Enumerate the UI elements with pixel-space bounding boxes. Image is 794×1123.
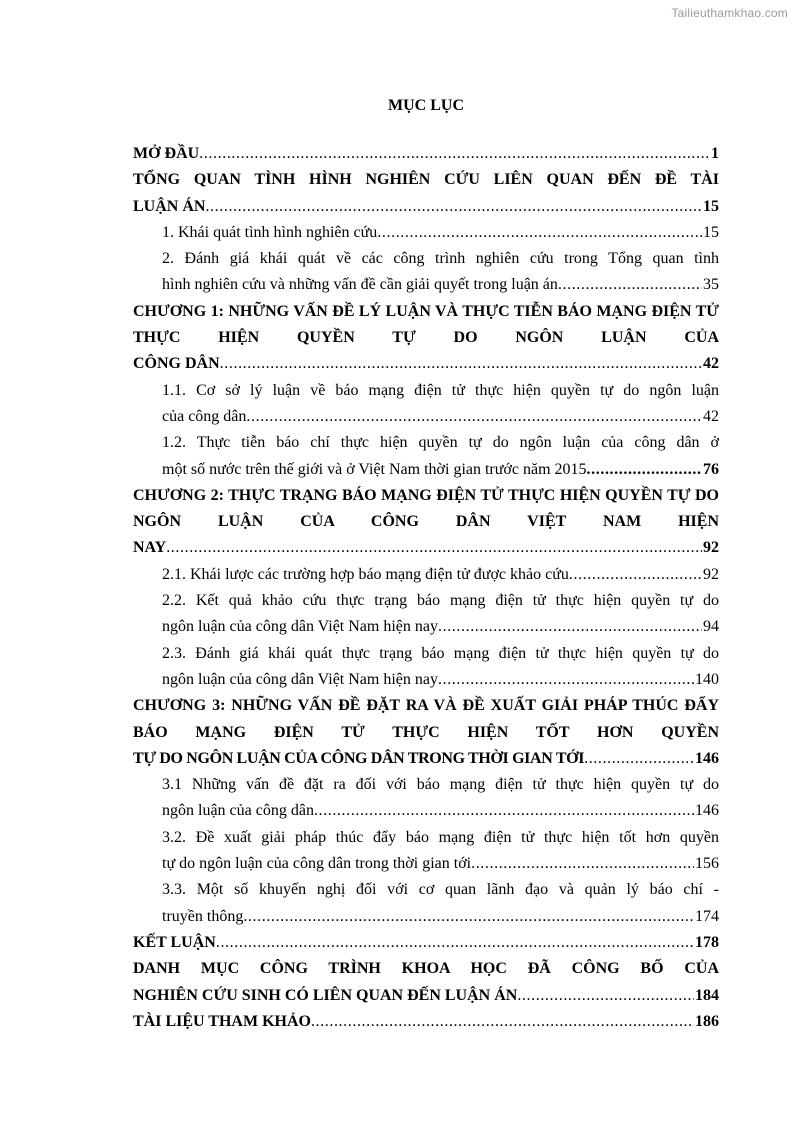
toc-entry-page-number: 184 bbox=[695, 986, 719, 1004]
toc-entry-title: LUẬN ÁN bbox=[133, 197, 206, 215]
dot-leader bbox=[587, 457, 702, 483]
toc-entry-leader-line bbox=[133, 141, 719, 167]
toc-entry-title-lead: TỔNG QUAN TÌNH HÌNH NGHIÊN CỨU LIÊN QUAN ĐẾN ĐỀ TÀI bbox=[133, 171, 719, 189]
toc-entry-leader-line bbox=[162, 798, 719, 824]
toc-entry[interactable] bbox=[133, 299, 719, 378]
toc-entry-title-lead: CHƯƠNG 2: THỰC TRẠNG BÁO MẠNG ĐIỆN TỬ THỰC HIỆN QUYỀN TỰ DO NGÔN LUẬN CỦA CÔNG DÂN VIỆT NAM HIỆN bbox=[133, 486, 719, 531]
toc-entry-title: ngôn luận của công dân bbox=[162, 802, 314, 820]
toc-entry-title-lead: 3.2. Đề xuất giải pháp thúc đẩy báo mạng điện tử thực hiện tốt hơn quyền bbox=[162, 828, 719, 846]
toc-entry-page-number: 94 bbox=[703, 618, 719, 636]
toc-entry-title: KẾT LUẬN bbox=[133, 933, 216, 951]
toc-entry-page-number: 35 bbox=[703, 276, 719, 294]
toc-entry-leader-line bbox=[162, 904, 719, 930]
toc-entry-title: TỰ DO NGÔN LUẬN CỦA CÔNG DÂN TRONG THỜI GIAN TỚI bbox=[133, 749, 585, 767]
toc-entry[interactable] bbox=[133, 588, 719, 641]
toc-entry-title-lead: 2.2. Kết quả khảo cứu thực trạng báo mạng điện tử thực hiện quyền tự do bbox=[162, 592, 719, 610]
dot-leader bbox=[517, 983, 694, 1009]
toc-entry-title-lead: 2. Đánh giá khái quát về các công trình nghiên cứu trong Tổng quan tình bbox=[162, 250, 719, 268]
toc-entry-leader-line bbox=[133, 351, 719, 377]
toc-entry-page-number: 92 bbox=[703, 565, 719, 583]
toc-entry-page-number: 156 bbox=[695, 855, 719, 873]
toc-entry-title-lead: CHƯƠNG 1: NHỮNG VẤN ĐỀ LÝ LUẬN VÀ THỰC TIỄN BÁO MẠNG ĐIỆN TỬ THỰC HIỆN QUYỀN TỰ DO NGÔN LUẬN CỦA bbox=[133, 302, 719, 347]
dot-leader bbox=[216, 930, 694, 956]
toc-entry[interactable] bbox=[133, 246, 719, 299]
toc-entry-title: 2.1. Khái lược các trường hợp báo mạng điện tử được khảo cứu bbox=[162, 565, 569, 583]
toc-entry-title: MỞ ĐẦU bbox=[133, 145, 200, 162]
dot-leader bbox=[220, 351, 702, 377]
dot-leader bbox=[166, 535, 702, 561]
watermark-text: Tailieuthamkhao.com bbox=[671, 6, 788, 20]
toc-entry-title-lead: 1.1. Cơ sở lý luận về báo mạng điện tử thực hiện quyền tự do ngôn luận bbox=[162, 381, 719, 399]
toc-entry-page-number: 174 bbox=[695, 907, 719, 925]
dot-leader bbox=[205, 194, 702, 220]
dot-leader bbox=[471, 851, 694, 877]
toc-entry-title-lead: 3.1 Những vấn đề đặt ra đối với báo mạng điện tử thực hiện quyền tự do bbox=[162, 776, 719, 794]
toc-entry-page-number: 15 bbox=[703, 197, 719, 215]
toc-entry-title-lead: 3.3. Một số khuyến nghị đối với cơ quan lãnh đạo và quản lý báo chí - bbox=[162, 881, 719, 899]
toc-entry-title: tự do ngôn luận của công dân trong thời gian tới bbox=[162, 855, 472, 873]
toc-entry[interactable] bbox=[133, 772, 719, 825]
toc-entry-page-number: 42 bbox=[703, 355, 719, 373]
toc-entry-leader-line bbox=[162, 614, 719, 640]
toc-entry-leader-line bbox=[133, 746, 719, 772]
toc-entry[interactable] bbox=[133, 956, 719, 1009]
toc-entry[interactable] bbox=[133, 1009, 719, 1035]
toc-entry-leader-line bbox=[133, 535, 719, 561]
dot-leader bbox=[246, 404, 702, 430]
toc-entry-leader-line bbox=[162, 667, 719, 693]
toc-entry-page-number: 146 bbox=[695, 749, 719, 767]
dot-leader bbox=[569, 562, 702, 588]
toc-entry-leader-line bbox=[162, 851, 719, 877]
toc-entry-title: 1. Khái quát tình hình nghiên cứu bbox=[162, 223, 378, 241]
toc-entry-leader-line bbox=[133, 930, 719, 956]
toc-entry-title-lead: 2.3. Đánh giá khái quát thực trạng báo mạng điện tử thực hiện quyền tự do bbox=[162, 644, 719, 662]
toc-entry-title: hình nghiên cứu và những vấn đề cần giải quyết trong luận án bbox=[162, 276, 558, 294]
toc-entry-title: NAY bbox=[133, 539, 167, 557]
toc-entry-page-number: 140 bbox=[695, 670, 719, 688]
dot-leader bbox=[584, 746, 694, 772]
dot-leader bbox=[558, 272, 702, 298]
toc-entry-leader-line bbox=[133, 983, 719, 1009]
dot-leader bbox=[199, 141, 710, 167]
dot-leader bbox=[438, 667, 694, 693]
toc-entry-title: truyền thông bbox=[162, 907, 244, 925]
toc-entry-page-number: 42 bbox=[703, 407, 719, 425]
toc-entry-page-number: 15 bbox=[703, 223, 719, 241]
dot-leader bbox=[311, 1009, 694, 1035]
toc-entry[interactable] bbox=[133, 378, 719, 431]
toc-entry-page-number: 146 bbox=[695, 802, 719, 820]
toc-entry-page-number: 76 bbox=[703, 460, 719, 478]
dot-leader bbox=[438, 614, 702, 640]
toc-entry-leader-line bbox=[133, 1009, 719, 1035]
toc-entry-title-lead: DANH MỤC CÔNG TRÌNH KHOA HỌC ĐÃ CÔNG BỐ CỦA bbox=[133, 960, 719, 978]
toc-entry[interactable] bbox=[133, 693, 719, 772]
toc-entry[interactable] bbox=[133, 877, 719, 930]
toc-entry[interactable] bbox=[133, 641, 719, 694]
dot-leader bbox=[377, 220, 702, 246]
page-title: MỤC LỤC bbox=[388, 97, 464, 114]
toc-entry-leader-line bbox=[162, 272, 719, 298]
toc-entry[interactable] bbox=[133, 167, 719, 220]
toc-entry-title: NGHIÊN CỨU SINH CÓ LIÊN QUAN ĐẾN LUẬN ÁN bbox=[133, 986, 518, 1004]
toc-entry-title-lead: 1.2. Thực tiễn báo chí thực hiện quyền tự do ngôn luận của công dân ở bbox=[162, 434, 719, 452]
toc-entry[interactable] bbox=[133, 430, 719, 483]
toc-entry[interactable] bbox=[133, 483, 719, 562]
toc-entry[interactable] bbox=[133, 562, 719, 588]
toc-entry-leader-line bbox=[162, 404, 719, 430]
toc-entry[interactable] bbox=[133, 220, 719, 246]
toc-entry-title: ngôn luận của công dân Việt Nam hiện nay bbox=[162, 618, 438, 636]
toc-entry-list bbox=[133, 141, 719, 1035]
toc-entry-title: ngôn luận của công dân Việt Nam hiện nay bbox=[162, 670, 438, 688]
toc-entry-leader-line bbox=[162, 562, 719, 588]
toc-entry[interactable] bbox=[133, 825, 719, 878]
dot-leader bbox=[314, 798, 694, 824]
toc-entry-title: TÀI LIỆU THAM KHẢO bbox=[133, 1012, 311, 1030]
toc-entry[interactable] bbox=[133, 930, 719, 956]
toc-entry-page-number: 92 bbox=[703, 539, 719, 557]
toc-entry-leader-line bbox=[162, 457, 719, 483]
toc-entry-page-number: 178 bbox=[695, 933, 719, 951]
toc-entry[interactable] bbox=[133, 141, 719, 167]
toc-entry-title: của công dân bbox=[162, 407, 247, 425]
toc-entry-title: CÔNG DÂN bbox=[133, 355, 220, 373]
dot-leader bbox=[243, 904, 694, 930]
toc-entry-page-number: 1 bbox=[711, 145, 719, 162]
toc-entry-leader-line bbox=[162, 220, 719, 246]
toc-entry-page-number: 186 bbox=[695, 1012, 719, 1030]
toc-entry-leader-line bbox=[133, 194, 719, 220]
toc-entry-title: một số nước trên thế giới và ở Việt Nam thời gian trước năm 2015 bbox=[162, 460, 587, 478]
toc-entry-title-lead: CHƯƠNG 3: NHỮNG VẤN ĐỀ ĐẶT RA VÀ ĐỀ XUẤT GIẢI PHÁP THÚC ĐẨY BÁO MẠNG ĐIỆN TỬ THỰC HIỆN TỐT HƠN QUYỀN bbox=[133, 697, 719, 741]
